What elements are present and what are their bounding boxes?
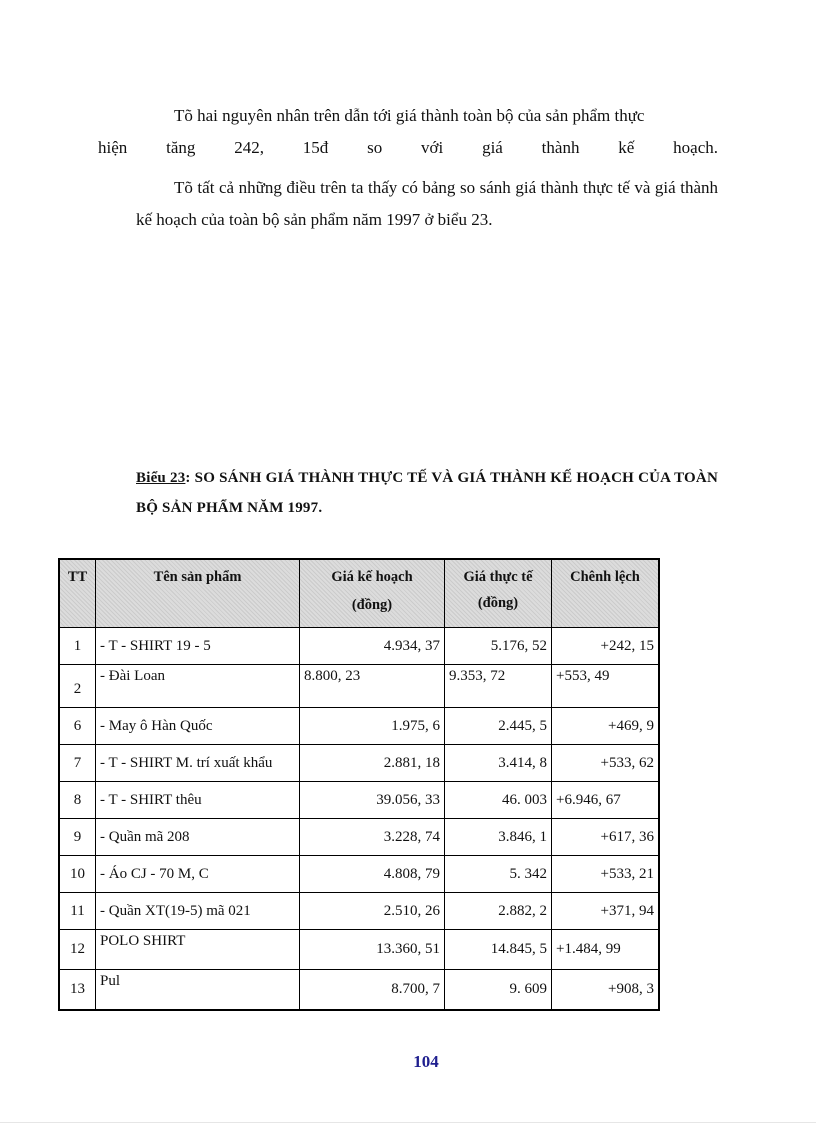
cell-planned-price: 4.808, 79	[300, 856, 445, 893]
table-row	[59, 745, 659, 782]
paragraph-line: hiện tăng 242, 15đ so với giá thành kế hoạch.	[98, 138, 718, 157]
cell-planned-price: 2.510, 26	[300, 893, 445, 930]
cell-tt: 12	[59, 930, 96, 970]
table-row	[59, 893, 659, 930]
cell-product-name: POLO SHIRT	[96, 930, 300, 970]
cell-actual-price: 9.353, 72	[445, 665, 552, 708]
cell-product-name: - Quần XT(19-5) mã 021	[96, 893, 300, 930]
cell-difference: +533, 62	[552, 745, 660, 782]
cell-actual-price: 2.882, 2	[445, 893, 552, 930]
cell-product-name: - T - SHIRT 19 - 5	[96, 628, 300, 665]
cell-difference: +553, 49	[552, 665, 660, 708]
cell-planned-price: 8.800, 23	[300, 665, 445, 708]
header-actual-price-unit: (đồng)	[477, 595, 519, 611]
cell-tt: 7	[59, 745, 96, 782]
cell-actual-price: 5. 342	[445, 856, 552, 893]
header-difference: Chênh lệch	[552, 559, 660, 628]
paragraph-table-intro: Tõ tất cả những điều trên ta thấy có bảng so sánh giá thành thực tế và giá thành kế hoạch của toàn bộ sản phẩm năm 1997 ở biểu 23.	[136, 178, 718, 229]
table-row	[59, 782, 659, 819]
cell-actual-price: 14.845, 5	[445, 930, 552, 970]
cell-difference: +908, 3	[552, 970, 660, 1011]
header-planned-price-unit: (đồng)	[351, 597, 393, 613]
cell-actual-price: 5.176, 52	[445, 628, 552, 665]
table-row	[59, 819, 659, 856]
cell-difference: +533, 21	[552, 856, 660, 893]
table-caption	[136, 463, 718, 523]
cell-product-name: Pul	[96, 970, 300, 1011]
table-row	[59, 708, 659, 745]
cost-comparison-table	[58, 558, 660, 1011]
cell-product-name: - T - SHIRT M. trí xuất khẩu	[96, 745, 300, 782]
page-number: 104	[413, 1052, 439, 1071]
caption-label: Biểu 23	[136, 470, 186, 486]
cell-product-name: - T - SHIRT thêu	[96, 782, 300, 819]
cell-difference: +242, 15	[552, 628, 660, 665]
cell-planned-price: 39.056, 33	[300, 782, 445, 819]
cell-difference: +6.946, 67	[552, 782, 660, 819]
cell-actual-price: 3.846, 1	[445, 819, 552, 856]
cell-difference: +1.484, 99	[552, 930, 660, 970]
cell-tt: 2	[59, 665, 96, 708]
cell-actual-price: 2.445, 5	[445, 708, 552, 745]
table-row	[59, 970, 659, 1011]
paragraph-cost-increase	[98, 100, 718, 164]
cell-planned-price: 3.228, 74	[300, 819, 445, 856]
cell-tt: 1	[59, 628, 96, 665]
cell-planned-price: 8.700, 7	[300, 970, 445, 1011]
cell-tt: 11	[59, 893, 96, 930]
header-tt: TT	[59, 559, 96, 628]
cell-difference: +371, 94	[552, 893, 660, 930]
table-header-row	[59, 559, 659, 628]
cell-actual-price: 3.414, 8	[445, 745, 552, 782]
cell-product-name: - Đài Loan	[96, 665, 300, 708]
cell-product-name: - Quần mã 208	[96, 819, 300, 856]
cell-actual-price: 9. 609	[445, 970, 552, 1011]
paragraph-line: Tõ hai nguyên nhân trên dẫn tới giá thành toàn bộ của sản phẩm thực	[174, 106, 645, 125]
cell-planned-price: 2.881, 18	[300, 745, 445, 782]
table-row	[59, 930, 659, 970]
table-row	[59, 856, 659, 893]
cell-actual-price: 46. 003	[445, 782, 552, 819]
cell-tt: 13	[59, 970, 96, 1011]
cell-difference: +469, 9	[552, 708, 660, 745]
header-product-name: Tên sản phẩm	[96, 559, 300, 628]
header-planned-price	[300, 559, 445, 628]
header-planned-price-label: Giá kế hoạch	[331, 569, 413, 585]
cell-tt: 10	[59, 856, 96, 893]
cell-planned-price: 13.360, 51	[300, 930, 445, 970]
caption-title: : SO SÁNH GIÁ THÀNH THỰC TẾ VÀ GIÁ THÀNH KẾ HOẠCH CỦA TOÀN BỘ SẢN PHẨM NĂM 1997.	[136, 470, 718, 516]
cell-tt: 6	[59, 708, 96, 745]
cell-planned-price: 4.934, 37	[300, 628, 445, 665]
table-row	[59, 628, 659, 665]
table-row	[59, 665, 659, 708]
header-actual-price	[445, 559, 552, 628]
cell-tt: 8	[59, 782, 96, 819]
cell-tt: 9	[59, 819, 96, 856]
cell-product-name: - Áo CJ - 70 M, C	[96, 856, 300, 893]
cell-difference: +617, 36	[552, 819, 660, 856]
cell-planned-price: 1.975, 6	[300, 708, 445, 745]
header-actual-price-label: Giá thực tế	[463, 569, 533, 585]
cell-product-name: - May ô Hàn Quốc	[96, 708, 300, 745]
